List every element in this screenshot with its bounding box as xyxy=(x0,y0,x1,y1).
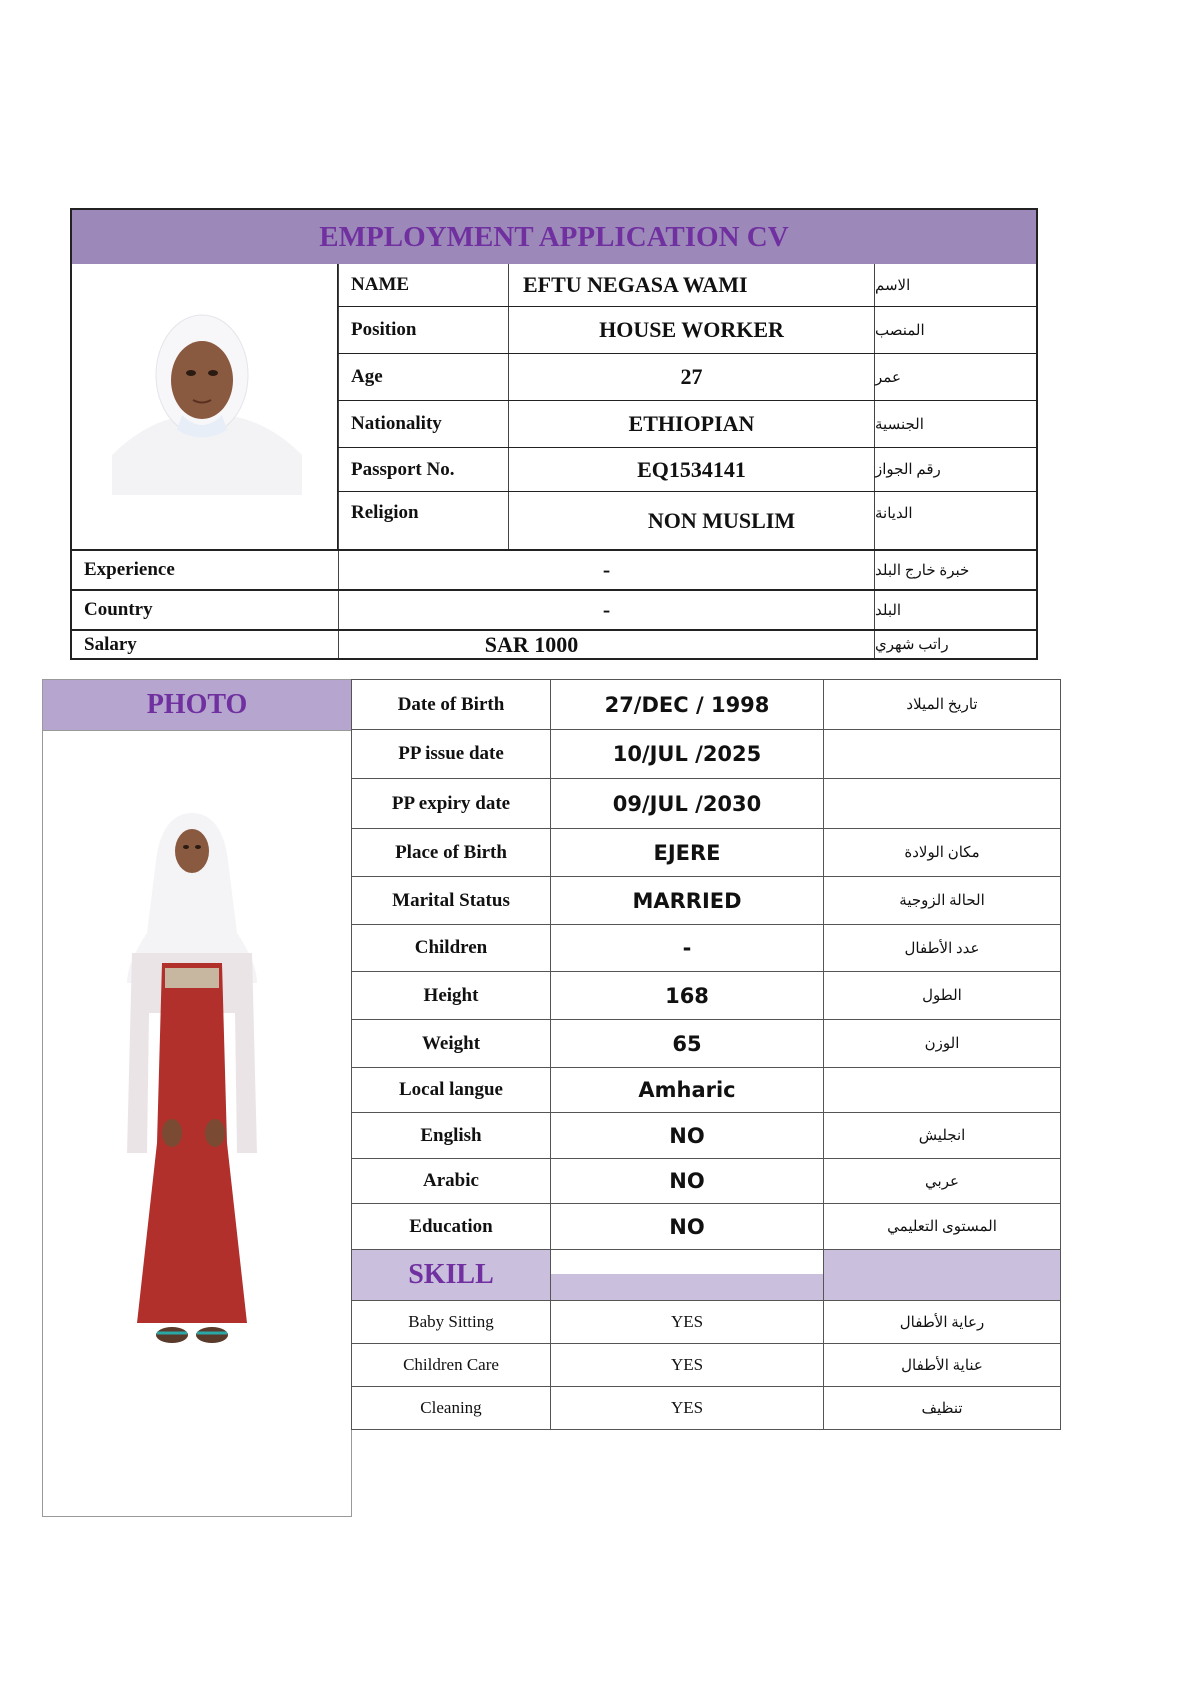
arabic-place-of-birth: مكان الولادة xyxy=(824,829,1061,876)
row-pp-issue xyxy=(351,730,1061,779)
photo-heading: PHOTO xyxy=(43,680,351,731)
skill-row xyxy=(351,1387,1061,1430)
arabic-marital-status: الحالة الزوجية xyxy=(824,877,1061,924)
row-salary xyxy=(72,631,1036,658)
value-nationality: ETHIOPIAN xyxy=(508,401,874,447)
arabic-experience: خبرة خارج البلد xyxy=(874,551,1036,589)
row-place-of-birth xyxy=(351,829,1061,877)
row-height xyxy=(351,972,1061,1020)
value-dob: 27/DEC / 1998 xyxy=(551,680,824,729)
arabic-pp-issue xyxy=(824,730,1061,778)
value-name: EFTU NEGASA WAMI xyxy=(508,264,874,306)
label-passport: Passport No. xyxy=(338,448,508,491)
value-pp-issue: 10/JUL /2025 xyxy=(551,730,824,778)
row-arabic xyxy=(351,1159,1061,1204)
skill-value: YES xyxy=(551,1387,824,1429)
label-english: English xyxy=(351,1113,551,1158)
arabic-age: عمر xyxy=(874,354,1036,400)
label-salary: Salary xyxy=(84,633,137,655)
row-nationality xyxy=(338,401,1036,448)
row-country xyxy=(72,591,1036,631)
row-religion xyxy=(338,492,1036,551)
skill-arabic: عناية الأطفال xyxy=(824,1344,1061,1386)
label-country: Country xyxy=(84,599,153,620)
value-salary: SAR 1000 xyxy=(338,631,874,658)
arabic-religion: الديانة xyxy=(874,492,1036,549)
arabic-position: المنصب xyxy=(874,307,1036,353)
arabic-pp-expiry xyxy=(824,779,1061,828)
value-country: - xyxy=(338,591,874,629)
label-pp-issue: PP issue date xyxy=(351,730,551,778)
skill-row xyxy=(351,1344,1061,1387)
row-dob xyxy=(351,679,1061,730)
skill-heading-arabic-blank xyxy=(824,1250,1061,1300)
arabic-salary: راتب شهري xyxy=(874,631,1036,658)
arabic-passport: رقم الجواز xyxy=(874,448,1036,491)
row-pp-expiry xyxy=(351,779,1061,829)
value-education: NO xyxy=(551,1204,824,1249)
full-body-photo xyxy=(117,813,267,1353)
full-photo-column xyxy=(42,679,352,1517)
arabic-children: عدد الأطفال xyxy=(824,925,1061,971)
arabic-arabic: عربي xyxy=(824,1159,1061,1203)
summary-table xyxy=(70,208,1038,660)
label-pp-expiry: PP expiry date xyxy=(351,779,551,828)
value-marital-status: MARRIED xyxy=(551,877,824,924)
label-marital-status: Marital Status xyxy=(351,877,551,924)
row-weight xyxy=(351,1020,1061,1068)
arabic-education: المستوى التعليمي xyxy=(824,1204,1061,1249)
row-age xyxy=(338,354,1036,401)
value-passport: EQ1534141 xyxy=(508,448,874,491)
arabic-local-language xyxy=(824,1068,1061,1112)
arabic-weight: الوزن xyxy=(824,1020,1061,1067)
portrait-photo xyxy=(102,305,312,495)
portrait-cell xyxy=(72,264,338,551)
value-place-of-birth: EJERE xyxy=(551,829,824,876)
label-height: Height xyxy=(351,972,551,1019)
label-name: NAME xyxy=(338,264,508,306)
skill-label: Baby Sitting xyxy=(351,1301,551,1343)
arabic-country: البلد xyxy=(874,591,1036,629)
value-local-language: Amharic xyxy=(551,1068,824,1112)
label-children: Children xyxy=(351,925,551,971)
row-passport xyxy=(338,448,1036,492)
label-place-of-birth: Place of Birth xyxy=(351,829,551,876)
label-age: Age xyxy=(338,354,508,400)
row-position xyxy=(338,307,1036,354)
document-title: EMPLOYMENT APPLICATION CV xyxy=(72,210,1036,264)
row-marital-status xyxy=(351,877,1061,925)
arabic-height: الطول xyxy=(824,972,1061,1019)
arabic-name: الاسم xyxy=(874,264,1036,306)
skill-arabic: رعاية الأطفال xyxy=(824,1301,1061,1343)
value-weight: 65 xyxy=(551,1020,824,1067)
skill-label: Cleaning xyxy=(351,1387,551,1429)
arabic-nationality: الجنسية xyxy=(874,401,1036,447)
value-children: - xyxy=(551,925,824,971)
row-children xyxy=(351,925,1061,972)
row-education xyxy=(351,1204,1061,1250)
row-name xyxy=(338,264,1036,307)
label-religion: Religion xyxy=(338,492,508,549)
value-height: 168 xyxy=(551,972,824,1019)
value-pp-expiry: 09/JUL /2030 xyxy=(551,779,824,828)
row-english xyxy=(351,1113,1061,1159)
skill-value: YES xyxy=(551,1301,824,1343)
skill-row xyxy=(351,1301,1061,1344)
value-english: NO xyxy=(551,1113,824,1158)
value-position: HOUSE WORKER xyxy=(508,307,874,353)
skill-heading-row xyxy=(351,1250,1061,1301)
label-education: Education xyxy=(351,1204,551,1249)
skill-label: Children Care xyxy=(351,1344,551,1386)
skill-value: YES xyxy=(551,1344,824,1386)
row-local-language xyxy=(351,1068,1061,1113)
skill-heading: SKILL xyxy=(351,1250,551,1300)
label-nationality: Nationality xyxy=(338,401,508,447)
value-experience: - xyxy=(338,551,874,589)
label-experience: Experience xyxy=(84,559,175,580)
skill-arabic: تنظيف xyxy=(824,1387,1061,1429)
label-position: Position xyxy=(338,307,508,353)
value-arabic: NO xyxy=(551,1159,824,1203)
label-dob: Date of Birth xyxy=(351,680,551,729)
value-age: 27 xyxy=(508,354,874,400)
row-experience xyxy=(72,551,1036,591)
value-religion: NON MUSLIM xyxy=(508,492,874,549)
arabic-dob: تاريخ الميلاد xyxy=(824,680,1061,729)
label-local-language: Local langue xyxy=(351,1068,551,1112)
skill-heading-blank xyxy=(551,1250,824,1300)
label-weight: Weight xyxy=(351,1020,551,1067)
arabic-english: انجليش xyxy=(824,1113,1061,1158)
label-arabic: Arabic xyxy=(351,1159,551,1203)
